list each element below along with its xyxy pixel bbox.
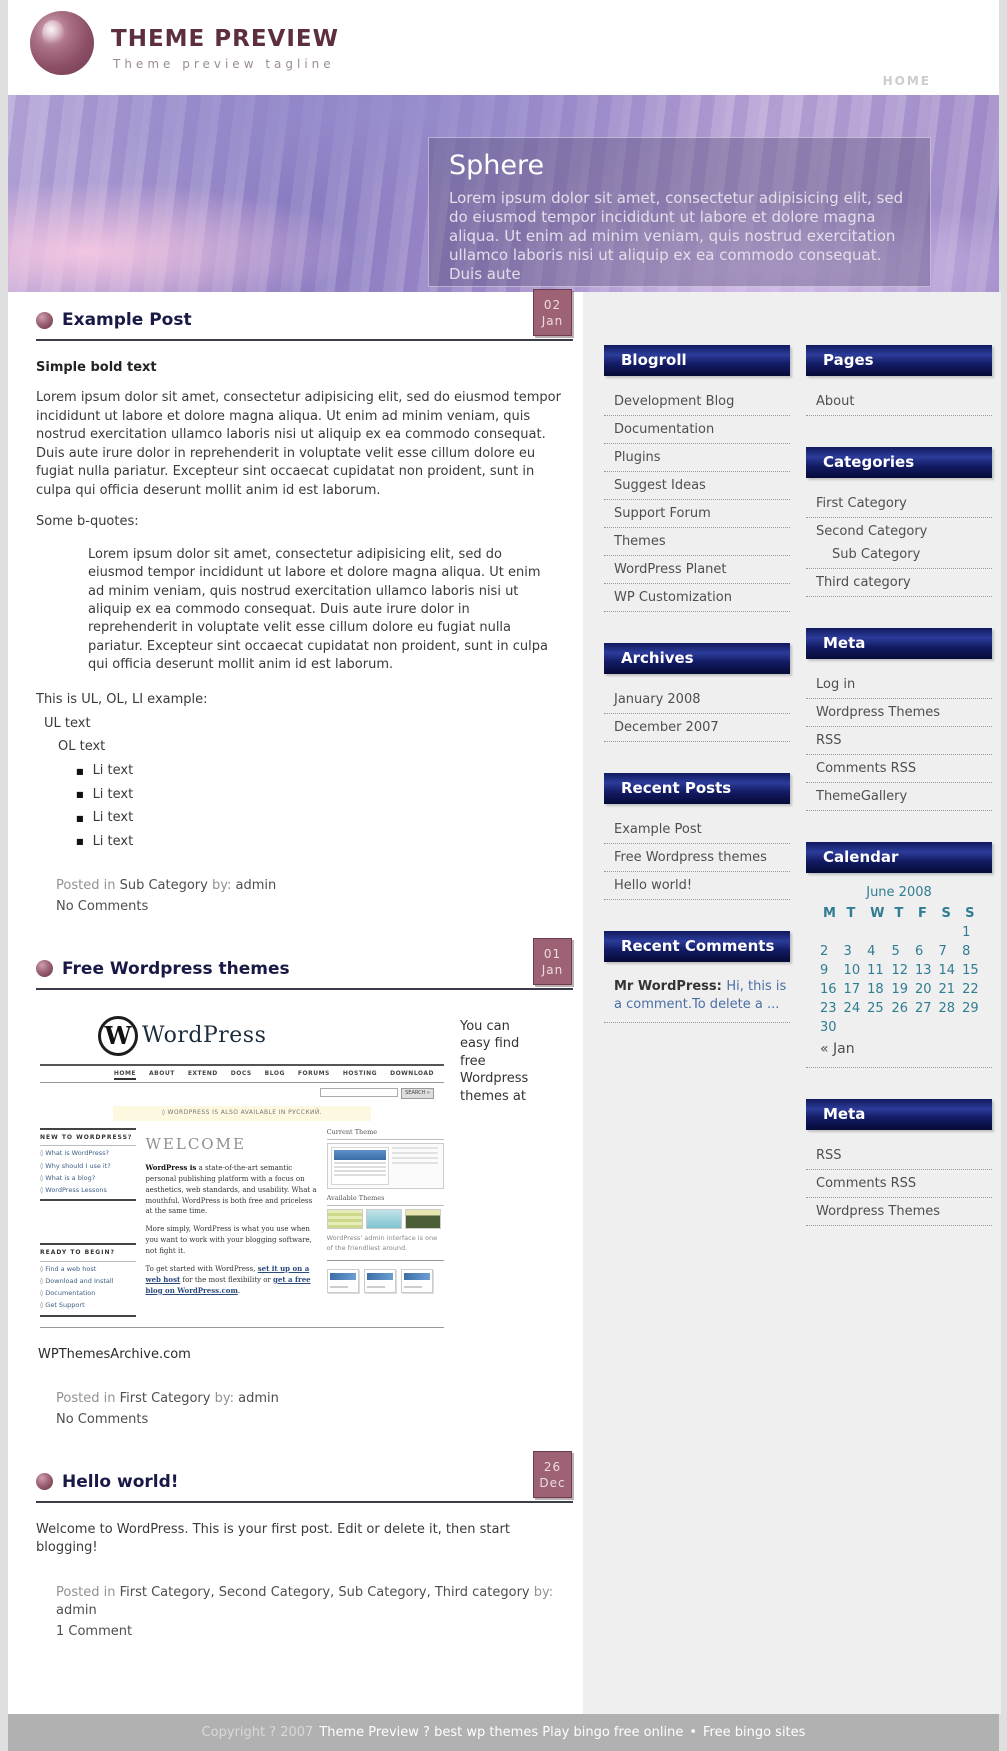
calendar-day: 9 (820, 963, 829, 978)
widget-recent-comments (604, 931, 790, 1023)
post2-side-text: You can easy find free Wordpress themes at (460, 1018, 529, 1104)
main (8, 292, 999, 1714)
calendar-table (818, 904, 984, 1037)
wp-sidebar-link: ◊ Find a web host (40, 1265, 136, 1274)
wp-inline-link: set it up on a web host (145, 1263, 310, 1284)
comments-link[interactable]: No Comments (56, 1411, 149, 1427)
wp-current-theme-thumbnail (327, 1143, 444, 1189)
wp-search-button: SEARCH » (401, 1088, 434, 1099)
post-meta (56, 1584, 573, 1643)
widget-meta (806, 628, 992, 811)
post-title-link[interactable] (36, 310, 573, 330)
sidebar-column-left (604, 345, 790, 1054)
sidebar-item-example-post[interactable]: Example Post (604, 816, 790, 844)
calendar-day: 5 (891, 944, 900, 959)
hero-overlay-box (428, 137, 931, 287)
wp-paragraph: More simply, WordPress is what you use when you want to work with your blogging software, not fight it. (145, 1225, 312, 1255)
wordpress-screenshot-image[interactable] (36, 1008, 448, 1334)
calendar-day: 28 (938, 1001, 956, 1016)
widget-title: Recent Posts (604, 773, 790, 804)
sidebar (583, 292, 1001, 1714)
sidebar-column-right (806, 345, 992, 1257)
wp-language-notice: ◊ WORDPRESS IS ALSO AVAILABLE IN РУССКИЙ. (113, 1106, 372, 1121)
comments-link[interactable]: No Comments (56, 898, 149, 914)
calendar-day: 2 (820, 944, 829, 959)
sidebar-item-themes[interactable]: Themes (604, 528, 790, 556)
sidebar-item-development-blog[interactable]: Development Blog (604, 388, 790, 416)
sidebar-item-comments-rss[interactable]: Comments RSS (806, 755, 992, 783)
blockquote: Lorem ipsum dolor sit amet, consectetur adipisicing elit, sed do eiusmod tempor incididunt ut labore et dolore magna aliqua. Ut enim ad minim veniam, quis nostrud exercitation ullamco laboris nisi ut aliquip ex ea commodo consequat. Duis aute irure dolor in reprehenderit in voluptate velit esse cillum dolore eu fugiat nulla pariatur. Excepteur sint occaecat cupidatat non proident, sunt in culpa qui officia deserunt mollit anim id est laborum. (88, 546, 548, 673)
calendar-day: 1 (962, 925, 971, 940)
widget-title: Categories (806, 447, 992, 478)
comment-link[interactable]: Hi, this is a comment.To delete a ... (614, 979, 787, 1013)
sidebar-item-about[interactable]: About (806, 388, 992, 416)
list-item: ■ Li text (76, 809, 573, 827)
calendar-day (865, 923, 889, 942)
calendar-day (889, 1018, 913, 1037)
calendar-prev-month-link[interactable]: « Jan (820, 1041, 855, 1057)
wp-nav-item: DOCS (230, 1069, 252, 1077)
calendar-day: 27 (914, 1001, 932, 1016)
wp-sidebar-link: ◊ Download and Install (40, 1277, 136, 1286)
widget-title: Archives (604, 643, 790, 674)
wp-welcome-heading: WELCOME (145, 1134, 246, 1153)
list-item: ■ Li text (76, 762, 573, 780)
weekday-header: S (941, 906, 951, 921)
sidebar-item-suggest-ideas[interactable]: Suggest Ideas (604, 472, 790, 500)
category-link[interactable]: First Category, Second Category, Sub Category, Third category (119, 1584, 530, 1600)
post-body (36, 1521, 573, 1642)
wp-nav-item: DOWNLOAD (390, 1069, 434, 1077)
weekday-header: T (894, 906, 904, 921)
footer-bullet: • (689, 1725, 698, 1741)
wp-nav-item: ABOUT (149, 1069, 175, 1077)
wp-theme-thumbnails (327, 1209, 444, 1229)
post-title-link[interactable] (36, 959, 573, 979)
wp-sidebar-link: ◊ What is a blog? (40, 1174, 136, 1183)
comments-link[interactable]: 1 Comment (56, 1624, 133, 1640)
weekday-header: M (823, 906, 836, 921)
sidebar-item-december-2007[interactable]: December 2007 (604, 714, 790, 742)
paragraph: Welcome to WordPress. This is your first post. Edit or delete it, then start blogging! (36, 1521, 510, 1556)
calendar-day (865, 1018, 889, 1037)
post-meta (56, 1390, 573, 1430)
category-link[interactable]: Sub Category (119, 877, 208, 893)
posted-in-label: Posted in (56, 1584, 116, 1600)
calendar-day (842, 923, 866, 942)
posted-in-label: Posted in (56, 877, 116, 893)
post-title-text: Free Wordpress themes (62, 958, 290, 979)
calendar-day: 24 (843, 1001, 861, 1016)
calendar-day: 16 (820, 982, 837, 997)
ul-text: UL text (44, 716, 91, 732)
recent-comment-entry (604, 974, 790, 1023)
post-free-wordpress-themes (36, 946, 573, 1430)
calendar-day: 8 (962, 944, 971, 959)
wp-nav-bar (40, 1066, 444, 1084)
wp-nav-item: FORUMS (297, 1069, 330, 1077)
list-item: ■ Li text (76, 786, 573, 804)
sphere-logo-icon (30, 11, 94, 75)
calendar-day: 6 (914, 944, 924, 959)
footer-theme-link[interactable]: Theme Preview ? best wp themes Play bingo free online (319, 1725, 684, 1741)
date-badge (533, 1451, 572, 1498)
page (8, 0, 999, 1751)
calendar-day: 14 (938, 963, 956, 978)
calendar-day: 21 (938, 982, 956, 997)
calendar-month-link[interactable]: June 2008 (866, 885, 932, 900)
wp-admin-caption: WordPress' admin interface is one of the friendliest around. (326, 1234, 438, 1252)
footer (8, 1714, 999, 1751)
date-month: Dec (539, 1475, 566, 1490)
sidebar-item-wordpress-themes[interactable]: Wordpress Themes (806, 1198, 992, 1226)
sidebar-item-wordpress-themes[interactable]: Wordpress Themes (806, 699, 992, 727)
wp-welcome-column (146, 1128, 317, 1317)
calendar-day (818, 923, 842, 942)
date-day: 26 (543, 1459, 562, 1474)
widget-title: Pages (806, 345, 992, 376)
wpthemesarchive-link[interactable]: WPThemesArchive.com (38, 1346, 191, 1362)
sidebar-item-first-category[interactable]: First Category (806, 490, 992, 518)
calendar-day: 22 (962, 982, 979, 997)
calendar-day (937, 1018, 961, 1037)
calendar-day (913, 1018, 937, 1037)
hero-banner (8, 95, 999, 292)
wp-nav-item: EXTEND (187, 1069, 218, 1077)
widget-archives (604, 643, 790, 742)
comment-author: Mr WordPress (614, 979, 717, 994)
calendar-day: 4 (867, 944, 876, 959)
calendar-day: 23 (820, 1001, 837, 1016)
widget-calendar (806, 842, 992, 1068)
wp-mini-thumbnails (327, 1269, 444, 1293)
widget-categories (806, 447, 992, 597)
sidebar-item-themegallery[interactable]: ThemeGallery (806, 783, 992, 811)
wp-left-sidebar (40, 1128, 136, 1317)
hero-title: Sphere (449, 150, 545, 181)
calendar-day: 17 (843, 982, 861, 997)
content-column (8, 292, 583, 1714)
wp-available-themes-label: Available Themes (327, 1194, 444, 1206)
wp-sidebar-link: ◊ What is WordPress? (40, 1149, 136, 1158)
calendar-day (937, 923, 961, 942)
bold-intro: Simple bold text (36, 360, 157, 375)
category-link[interactable]: First Category (119, 1391, 211, 1407)
posted-in-label: Posted in (56, 1391, 116, 1407)
calendar-day: 7 (938, 944, 947, 959)
weekday-header: F (917, 906, 927, 921)
sidebar-item-free-wordpress-themes[interactable]: Free Wordpress themes (604, 844, 790, 872)
post-body (36, 359, 573, 917)
paragraph: Lorem ipsum dolor sit amet, consectetur adipisicing elit, sed do eiusmod tempor incididunt ut labore et dolore magna aliqua. Ut enim ad minim veniam, quis nostrud exercitation ullamco laboris nisi ut aliquip ex ea commodo consequat. Duis aute irure dolor in reprehenderit in voluptate velit esse cillum dolore eu fugiat nulla pariatur. Excepteur sint occaecat cupidatat non proident, sunt in culpa qui officia deserunt mollit anim id est laborum. (36, 390, 561, 498)
widget-title: Meta (806, 628, 992, 659)
widget-meta-2 (806, 1099, 992, 1226)
sphere-bullet-icon (36, 960, 53, 977)
sidebar-item-rss[interactable]: RSS (806, 1142, 992, 1170)
date-month: Jan (541, 962, 564, 977)
widget-title: Recent Comments (604, 931, 790, 962)
widget-title: Meta (806, 1099, 992, 1130)
wp-nav-item: BLOG (264, 1069, 285, 1077)
wp-sidebar-heading: READY TO BEGIN? (40, 1243, 136, 1262)
sidebar-item-wp-customization[interactable]: WP Customization (604, 584, 790, 612)
sidebar-item-plugins[interactable]: Plugins (604, 444, 790, 472)
sidebar-item-comments-rss[interactable]: Comments RSS (806, 1170, 992, 1198)
widget-blogroll (604, 345, 790, 612)
wp-bold-text: WordPress is (145, 1163, 197, 1173)
calendar-day: 29 (962, 1001, 979, 1016)
wp-sidebar-link: ◊ Get Support (40, 1301, 136, 1310)
sidebar-item-wordpress-planet[interactable]: WordPress Planet (604, 556, 790, 584)
post-header (36, 946, 573, 990)
date-day: 02 (543, 298, 562, 312)
sidebar-item-documentation[interactable]: Documentation (604, 416, 790, 444)
hero-text: Lorem ipsum dolor sit amet, consectetur adipisicing elit, sed do eiusmod tempor incididunt ut labore et dolore magna aliqua. Ut enim ad minim veniam, quis nostrud exercitation ullamco laboris nisi ut aliquip ex ea commodo consequat. Duis aute (449, 189, 904, 284)
wp-sidebar-link: ◊ WordPress Lessons (40, 1186, 136, 1195)
sidebar-item-rss[interactable]: RSS (806, 727, 992, 755)
quotes-label: Some b-quotes: (36, 514, 139, 530)
widget-pages (806, 345, 992, 416)
calendar-day: 3 (843, 944, 852, 959)
wp-paragraph: for the most flexibility or (180, 1275, 273, 1284)
wp-nav-item: HOME (114, 1070, 136, 1081)
copyright-text: Copyright ? 2007 (201, 1725, 314, 1741)
author-link[interactable]: admin (238, 1391, 279, 1407)
sidebar-item-third-category[interactable]: Third category (806, 569, 992, 597)
date-month: Jan (541, 314, 564, 329)
calendar-day (913, 923, 937, 942)
date-badge (533, 289, 572, 336)
date-badge (533, 938, 572, 985)
wp-paragraph: To get started with WordPress, (145, 1264, 258, 1273)
wp-current-theme-label: Current Theme (327, 1128, 444, 1140)
post-title-link[interactable] (36, 1472, 573, 1492)
wp-paragraph: . (237, 1286, 241, 1295)
wp-inline-link: get a free blog on WordPress.com (145, 1274, 311, 1295)
calendar-day: 11 (867, 963, 884, 978)
calendar-day: 26 (891, 1001, 908, 1016)
by-label: by: (214, 1391, 234, 1407)
wp-sidebar-link: ◊ Documentation (40, 1289, 136, 1298)
wp-themes-column (327, 1128, 444, 1317)
wp-search-input (320, 1088, 398, 1097)
footer-bingo-link[interactable]: Free bingo sites (703, 1725, 806, 1741)
wp-logo-header (40, 1014, 444, 1066)
author-link[interactable]: admin (235, 877, 277, 893)
calendar-day: 20 (914, 982, 932, 997)
sidebar-item-support-forum[interactable]: Support Forum (604, 500, 790, 528)
weekday-header: T (846, 906, 856, 921)
weekday-header: S (965, 906, 975, 921)
author-link[interactable]: admin (56, 1603, 97, 1619)
sidebar-item-second-category[interactable]: Second Category (816, 524, 928, 539)
calendar-day (842, 1018, 866, 1037)
sphere-bullet-icon (36, 1473, 53, 1490)
calendar-day: 18 (867, 982, 884, 997)
nav-home-link[interactable]: HOME (882, 74, 931, 88)
calendar-day (889, 923, 913, 942)
calendar-day: 30 (820, 1020, 837, 1035)
by-label: by: (533, 1584, 554, 1600)
sidebar-item-sub-category[interactable]: Sub Category (806, 541, 992, 569)
weekday-header: W (870, 906, 885, 921)
wp-paragraph: a state-of-the-art semantic personal publishing platform with a focus on aesthetics, web standards, and usability. What a mouthful. WordPress is both free and priceless at the same time. (145, 1164, 317, 1216)
post-example-post (36, 298, 573, 917)
calendar-day: 13 (914, 963, 932, 978)
list-item: ■ Li text (76, 833, 573, 851)
wp-search-row (40, 1083, 444, 1101)
post-title-text: Example Post (62, 310, 192, 330)
widget-title: Calendar (806, 842, 992, 873)
sidebar-item-hello-world[interactable]: Hello world! (604, 872, 790, 900)
post-hello-world (36, 1459, 573, 1642)
post-body (36, 1008, 573, 1430)
calendar-day: 10 (843, 963, 861, 978)
wp-sidebar-heading: NEW TO WORDPRESS? (40, 1128, 136, 1147)
calendar-day: 15 (962, 963, 979, 978)
calendar-day (960, 1018, 984, 1037)
calendar-day: 25 (867, 1001, 884, 1016)
post-title-text: Hello world! (62, 1471, 179, 1492)
calendar-day: 19 (891, 982, 908, 997)
sphere-bullet-icon (36, 312, 53, 329)
by-label: by: (211, 877, 232, 893)
sidebar-item-january-2008[interactable]: January 2008 (604, 686, 790, 714)
list-label: This is UL, OL, LI example: (36, 691, 208, 707)
post-meta (56, 877, 573, 917)
ol-text: OL text (58, 738, 106, 754)
sidebar-item-log-in[interactable]: Log in (806, 671, 992, 699)
wordpress-logo-text: WordPress (142, 1023, 267, 1049)
calendar-day: 12 (891, 963, 908, 978)
post-header (36, 298, 573, 341)
wordpress-w-logo-icon: W (98, 1016, 138, 1056)
widget-recent-posts (604, 773, 790, 900)
site-tagline: Theme preview tagline (113, 57, 335, 71)
widget-title: Blogroll (604, 345, 790, 376)
site-header (8, 0, 999, 95)
wp-nav-item: HOSTING (342, 1069, 378, 1077)
wp-sidebar-link: ◊ Why should I use it? (40, 1162, 136, 1171)
site-title: THEME PREVIEW (111, 26, 339, 52)
comment-separator: : (716, 979, 727, 994)
post-header (36, 1459, 573, 1503)
date-day: 01 (543, 946, 562, 961)
